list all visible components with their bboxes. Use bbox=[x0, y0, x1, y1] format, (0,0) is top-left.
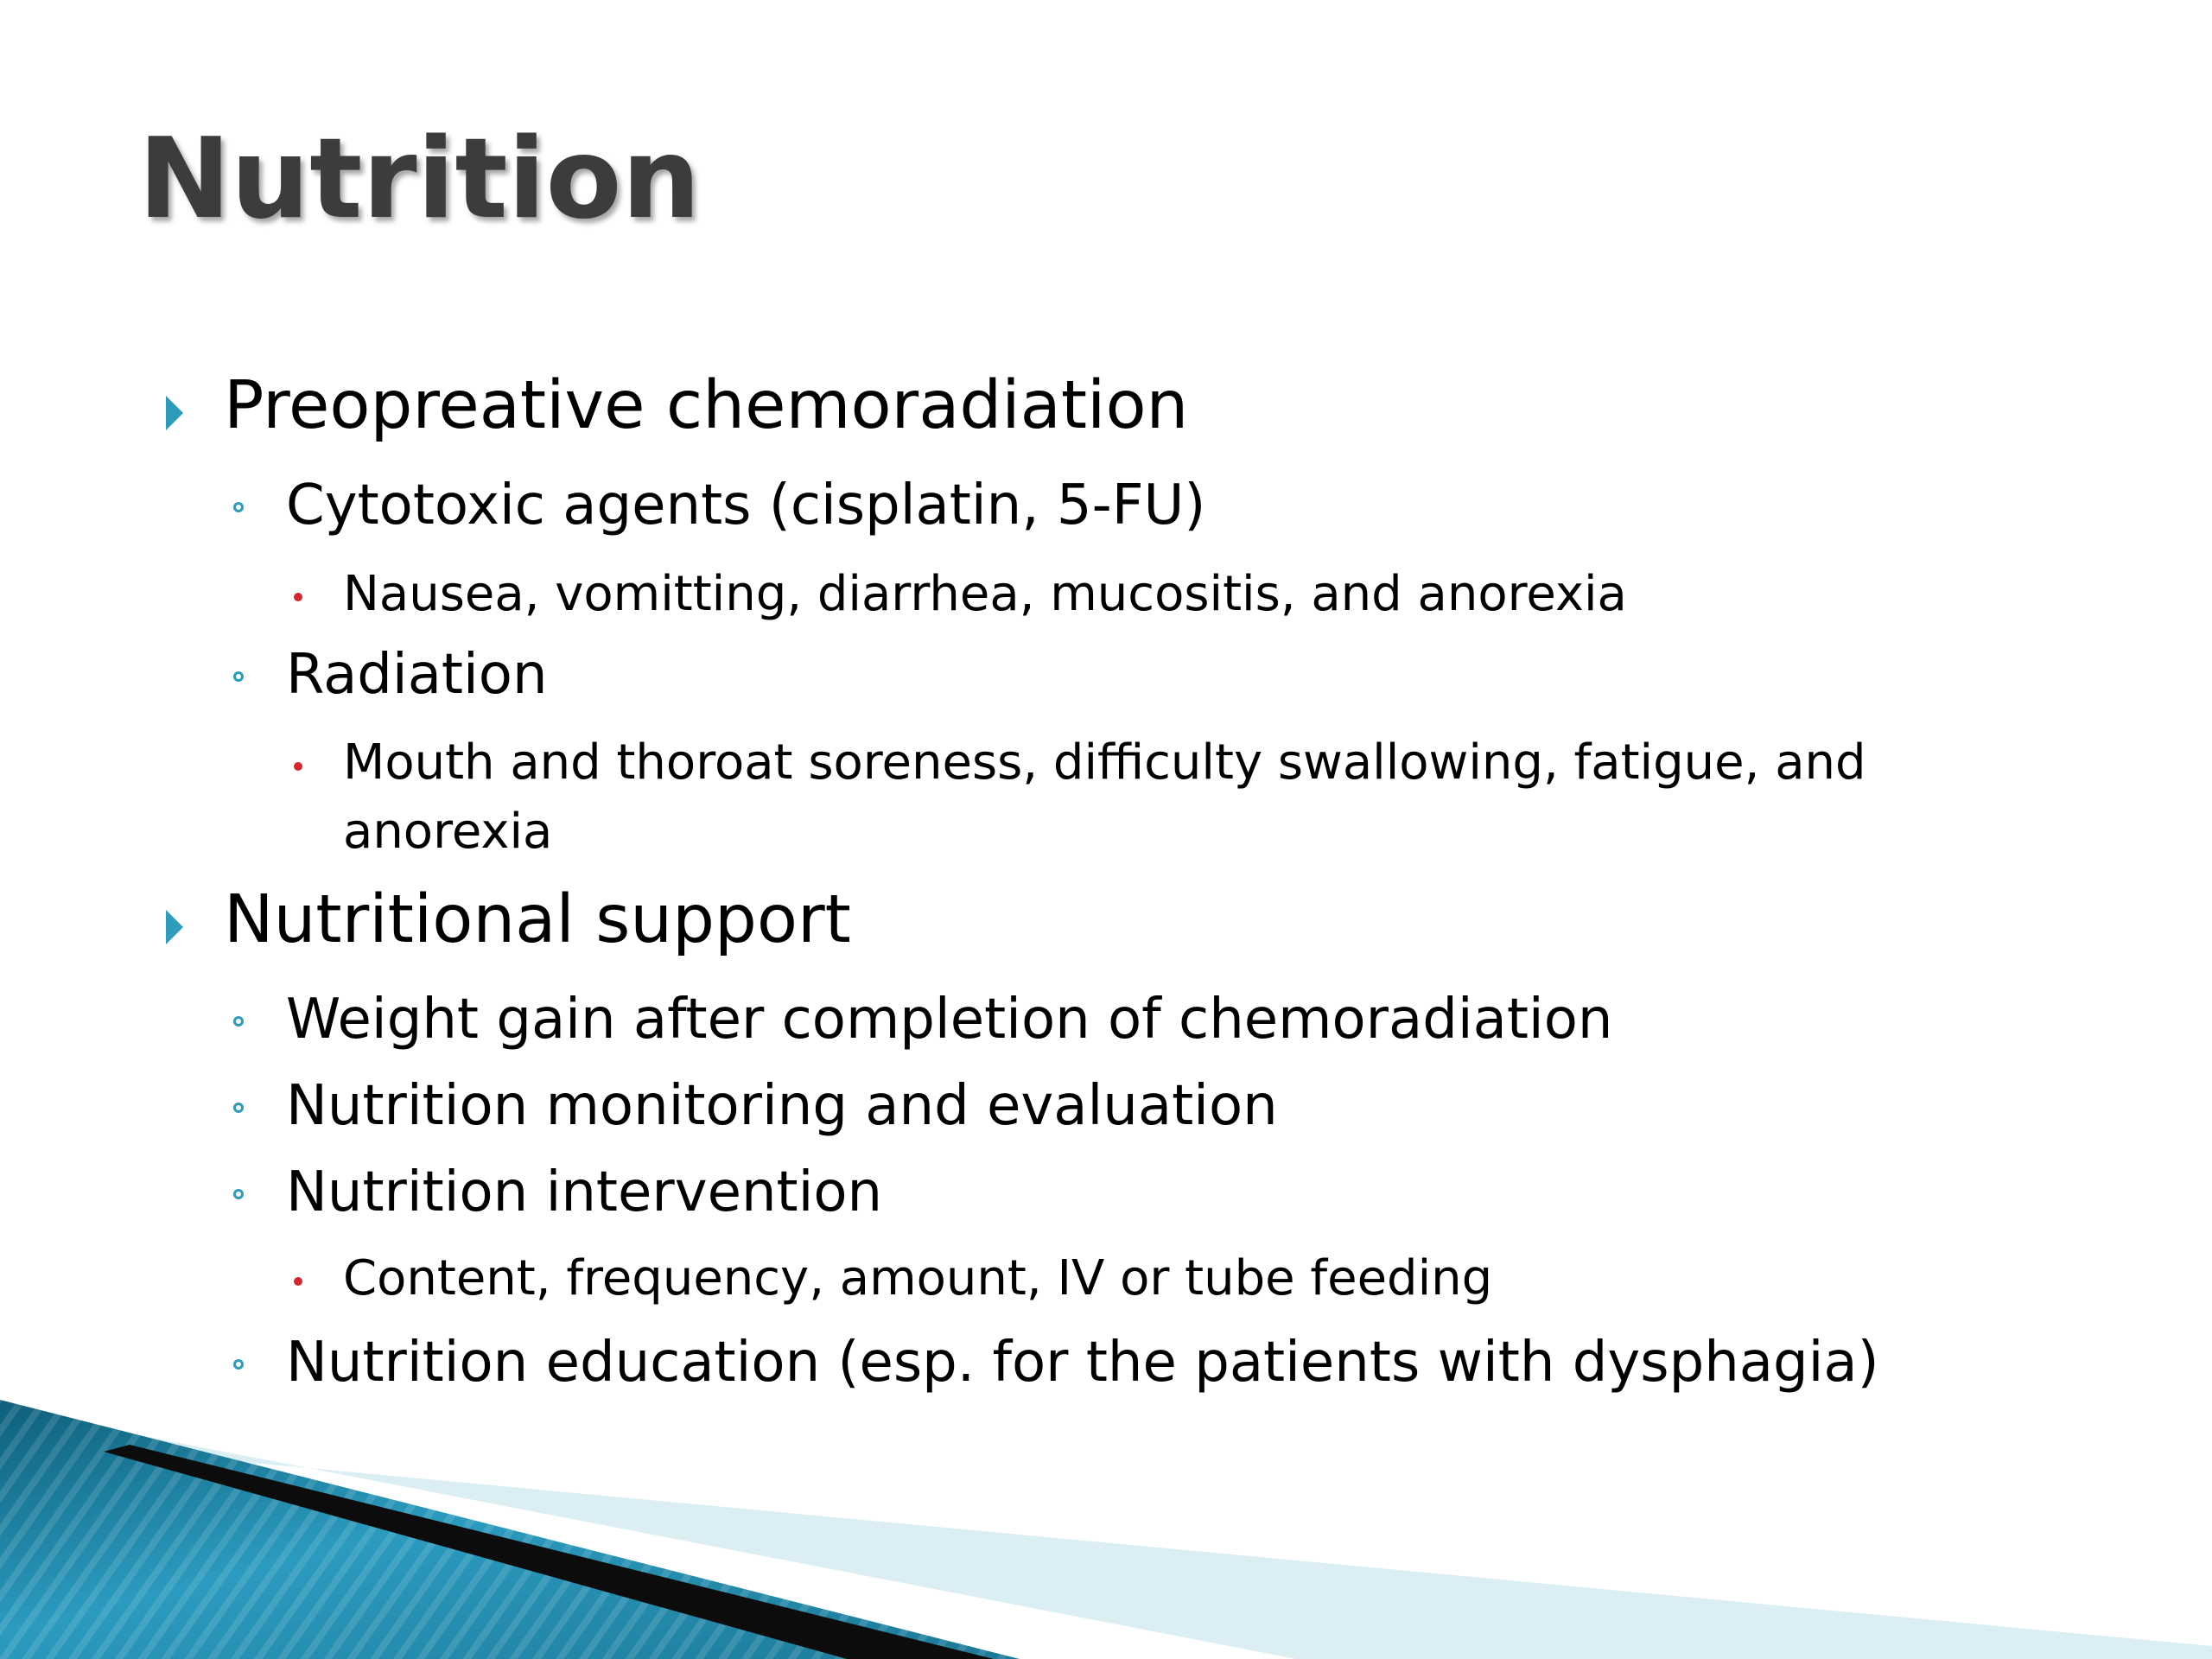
level2-item: Nutrition monitoring and evaluation bbox=[286, 1074, 1278, 1138]
circle-bullet-icon bbox=[233, 671, 244, 682]
level3-item: Nausea, vomitting, diarrhea, mucositis, and anorexia bbox=[343, 566, 1627, 622]
level2-item: Nutrition education (esp. for the patients with dysphagia) bbox=[286, 1331, 1879, 1395]
dot-bullet-icon bbox=[294, 762, 302, 771]
level2-item: Cytotoxic agents (cisplatin, 5-FU) bbox=[286, 474, 1206, 537]
triangle-bullet-icon bbox=[166, 396, 183, 430]
circle-bullet-icon bbox=[233, 502, 244, 512]
level2-item: Radiation bbox=[286, 643, 548, 707]
dot-bullet-icon bbox=[294, 593, 302, 601]
circle-bullet-icon bbox=[233, 1359, 244, 1370]
slide-title: Nutrition bbox=[138, 115, 701, 244]
level2-item: Weight gain after completion of chemoradiation bbox=[286, 988, 1613, 1052]
level3-item: Content, frequency, amount, IV or tube feeding bbox=[343, 1250, 1493, 1306]
level1-item: Nutritional support bbox=[224, 881, 851, 958]
triangle-bullet-icon bbox=[166, 910, 183, 944]
level3-item: Mouth and thoroat soreness, difficulty swallowing, fatigue, and anorexia bbox=[343, 734, 1866, 860]
level2-item: Nutrition intervention bbox=[286, 1160, 883, 1224]
circle-bullet-icon bbox=[233, 1103, 244, 1113]
level1-item: Preopreative chemoradiation bbox=[224, 367, 1189, 444]
circle-bullet-icon bbox=[233, 1189, 244, 1199]
dot-bullet-icon bbox=[294, 1277, 302, 1286]
circle-bullet-icon bbox=[233, 1016, 244, 1027]
